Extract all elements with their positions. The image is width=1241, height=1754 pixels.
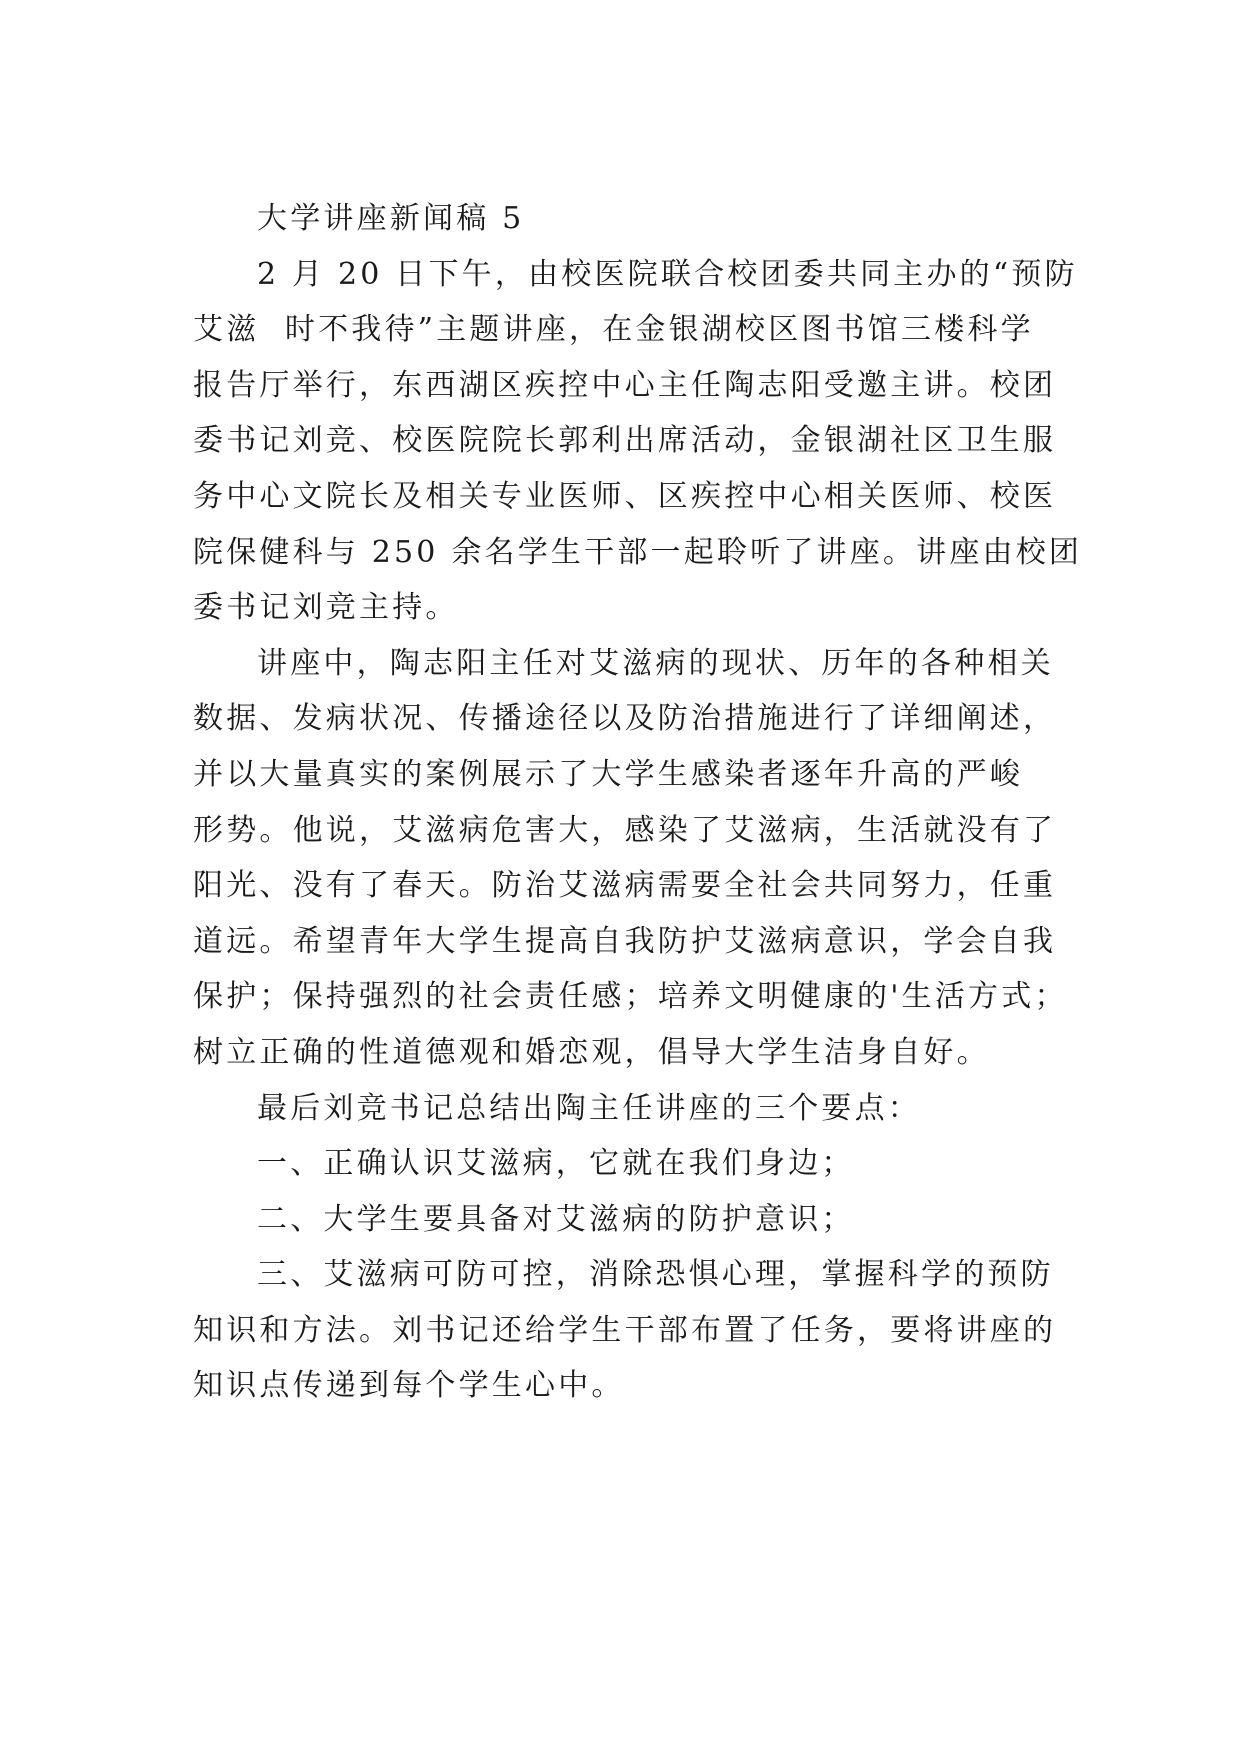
paragraph-line: 道远。希望青年大学生提高自我防护艾滋病意识，学会自我: [193, 923, 1057, 959]
paragraph-3: [193, 1081, 1065, 1137]
paragraph-line: 形势。他说，艾滋病危害大，感染了艾滋病，生活就没有了: [193, 812, 1057, 848]
paragraph-line: 阳光、没有了春天。防治艾滋病需要全社会共同努力，任重: [193, 868, 1057, 904]
paragraph-line: 数据、发病状况、传播途径以及防治措施进行了详细阐述，: [193, 701, 1057, 737]
paragraph-1: [193, 247, 1083, 636]
paragraph-line: 知识点传递到每个学生心中。: [193, 1368, 625, 1404]
paragraph-line: 务中心文院长及相关专业医师、区疾控中心相关医师、校医: [193, 478, 1057, 514]
paragraph-line: 讲座中，陶志阳主任对艾滋病的现状、历年的各种相关: [257, 645, 1054, 681]
paragraph-line: 保护；保持强烈的社会责任感；培养文明健康的'生活方式；: [193, 979, 1068, 1015]
paragraph-line: 委书记刘竞主持。: [193, 590, 459, 626]
paragraph-line: 三、艾滋病可防可控，消除恐惧心理，掌握科学的预防: [257, 1257, 1054, 1293]
paragraph-6: [193, 1247, 1065, 1414]
paragraph-line: 并以大量真实的案例展示了大学生感染者逐年升高的严峻: [193, 756, 1023, 792]
paragraph-5: [193, 1192, 1065, 1248]
paragraph-line: 2 月 20 日下午，由校医院联合校团委共同主办的“预防: [257, 256, 1078, 292]
paragraph-line: 二、大学生要具备对艾滋病的防护意识；: [257, 1201, 855, 1237]
document-title: 大学讲座新闻稿 5: [257, 201, 525, 236]
paragraph-line: 一、正确认识艾滋病，它就在我们身边；: [257, 1146, 855, 1182]
paragraph-line: 委书记刘竞、校医院院长郭利出席活动，金银湖社区卫生服: [193, 423, 1057, 459]
paragraph-line: 知识和方法。刘书记还给学生干部布置了任务，要将讲座的: [193, 1312, 1057, 1348]
paragraph-4: [193, 1136, 1065, 1192]
paragraph-line: 树立正确的性道德观和婚恋观，倡导大学生洁身自好。: [193, 1034, 990, 1070]
document-body: [193, 191, 1083, 1414]
paragraph-line: 艾滋 时不我待”主题讲座，在金银湖校区图书馆三楼科学: [193, 312, 1034, 348]
paragraph-2: [193, 636, 1068, 1081]
paragraph-line: 最后刘竞书记总结出陶主任讲座的三个要点：: [257, 1090, 921, 1126]
paragraph-line: 院保健科与 250 余名学生干部一起聆听了讲座。讲座由校团: [193, 534, 1083, 570]
paragraph-line: 报告厅举行，东西湖区疾控中心主任陶志阳受邀主讲。校团: [193, 367, 1057, 403]
